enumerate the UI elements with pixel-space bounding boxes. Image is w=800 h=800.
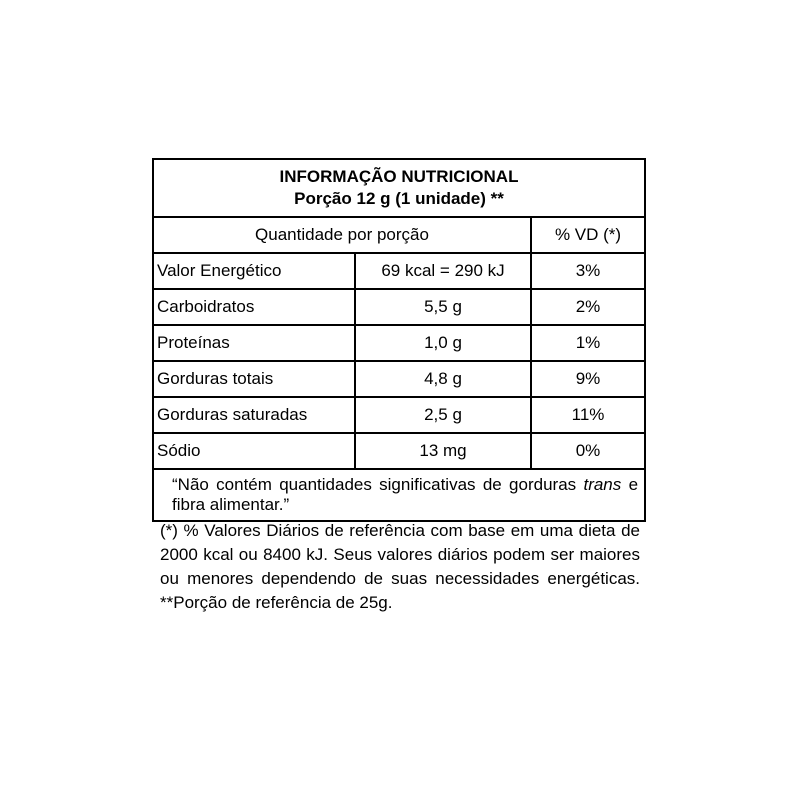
nutrient-quantity: 2,5 g	[355, 397, 531, 433]
table-row	[153, 325, 645, 361]
trans-fat-note	[153, 469, 645, 521]
nutrient-vd: 9%	[531, 361, 645, 397]
nutrient-vd: 11%	[531, 397, 645, 433]
nutrient-vd: 2%	[531, 289, 645, 325]
column-header-row	[153, 217, 645, 253]
nutrient-quantity: 13 mg	[355, 433, 531, 469]
vd-column-header: % VD (*)	[531, 217, 645, 253]
nutrient-quantity: 4,8 g	[355, 361, 531, 397]
table-row	[153, 253, 645, 289]
nutrient-quantity: 1,0 g	[355, 325, 531, 361]
footnote-text: (*) % Valores Diários de referência com base em uma dieta de 2000 kcal ou 8400 kJ. Seus valores diários podem ser maiores ou menores dependendo de suas necessidades energéticas. **Porção de referência de 25g.	[160, 521, 640, 612]
nutrient-name: Valor Energético	[153, 253, 355, 289]
note-suffix: e fibra alimentar.”	[172, 475, 639, 514]
note-prefix: “Não contém quantidades significativas de gorduras	[172, 475, 584, 494]
nutrient-vd: 0%	[531, 433, 645, 469]
table-row	[153, 289, 645, 325]
nutrient-name: Proteínas	[153, 325, 355, 361]
nutrient-vd: 3%	[531, 253, 645, 289]
table-row	[153, 397, 645, 433]
nutrient-name: Sódio	[153, 433, 355, 469]
nutrition-label	[152, 158, 644, 522]
nutrient-name: Gorduras totais	[153, 361, 355, 397]
table-header	[153, 159, 645, 217]
nutrition-table	[152, 158, 646, 522]
nutrient-name: Carboidratos	[153, 289, 355, 325]
nutrient-quantity: 5,5 g	[355, 289, 531, 325]
nutrient-name: Gorduras saturadas	[153, 397, 355, 433]
portion-text: Porção 12 g (1 unidade) **	[294, 189, 504, 208]
note-italic: trans	[583, 475, 622, 494]
nutrient-quantity: 69 kcal = 290 kJ	[355, 253, 531, 289]
table-row	[153, 361, 645, 397]
quantity-column-header: Quantidade por porção	[153, 217, 531, 253]
nutrient-vd: 1%	[531, 325, 645, 361]
label-title: INFORMAÇÃO NUTRICIONAL	[279, 167, 519, 186]
header-row	[153, 159, 645, 217]
note-row	[153, 469, 645, 521]
table-row	[153, 433, 645, 469]
